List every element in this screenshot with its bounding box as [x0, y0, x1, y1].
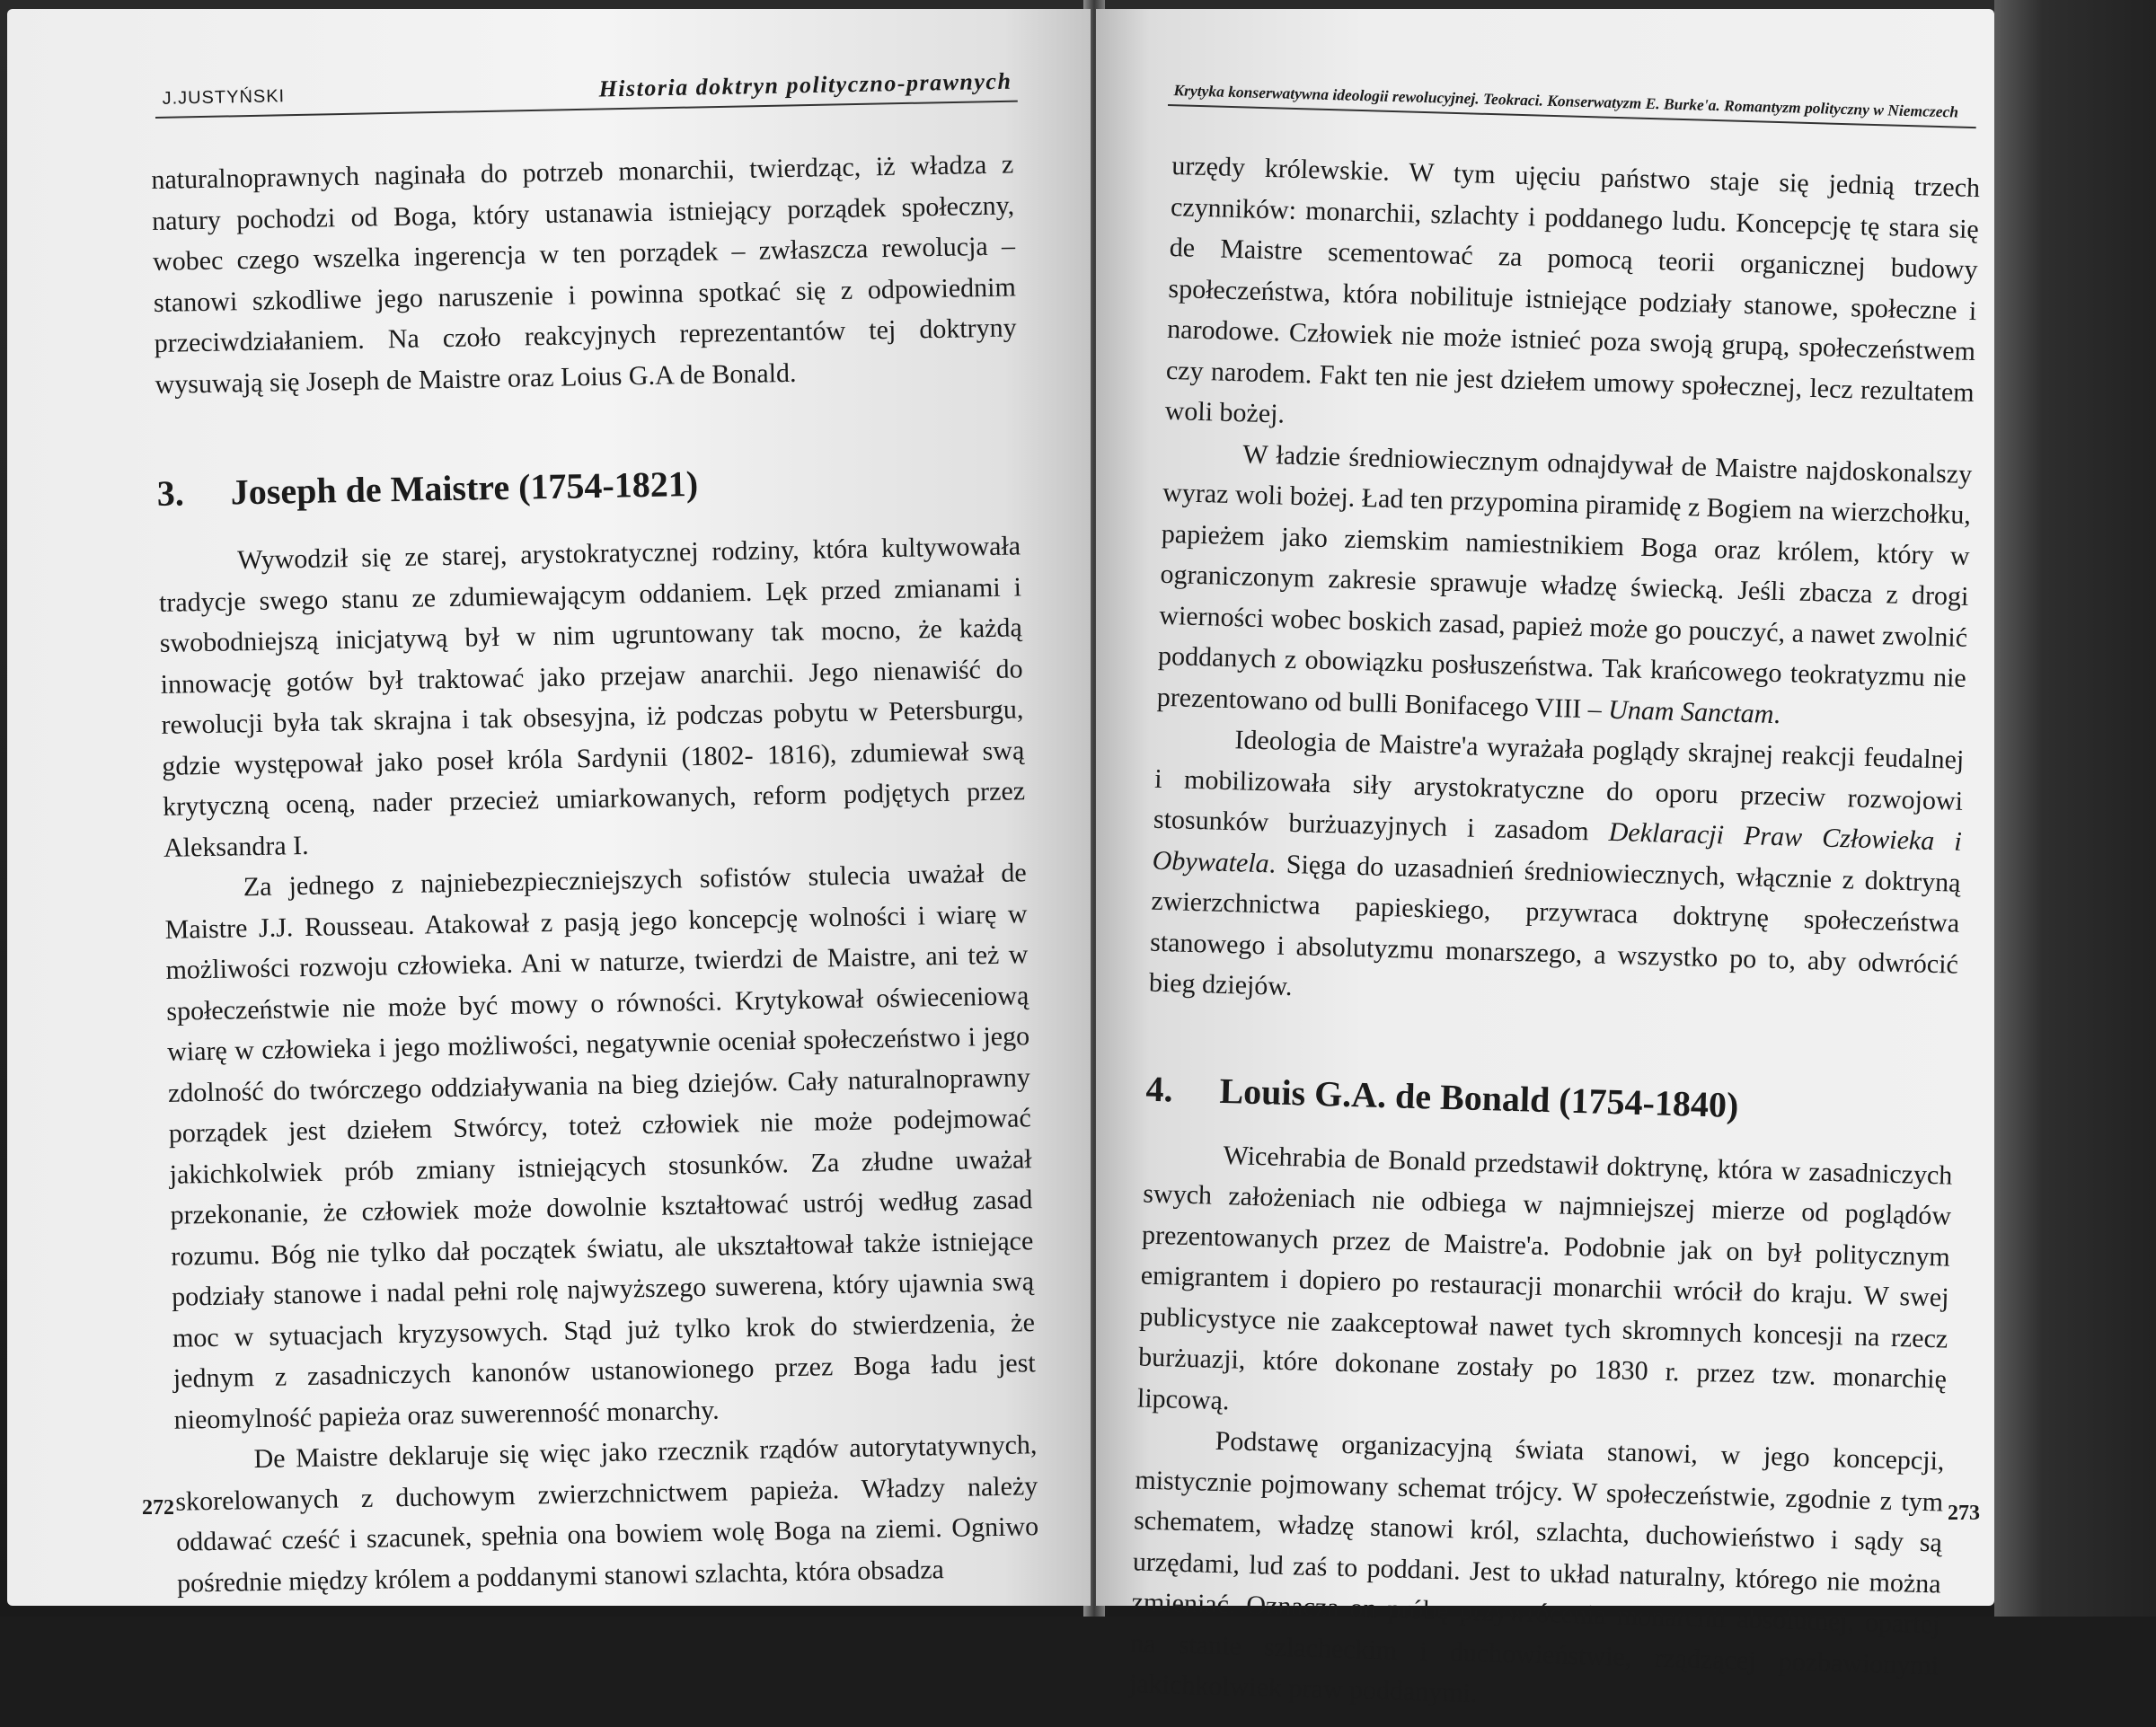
left-running-header: [155, 47, 1018, 119]
header-chapter-title: Krytyka konserwatywna ideologii rewolucyjnej. Teokraci. Konserwatyzm E. Burke'a. Romantyzm polityczny w Niemczech: [1173, 81, 1959, 121]
left-page-body: [151, 144, 1039, 1603]
section-heading-4: [1145, 1066, 1955, 1133]
paragraph: urzędy królewskie. W tym ujęciu państwo staje się jednią trzech czynników: monarchii, szlachty i poddanego ludu. Koncepcję tę stara się de Maistre scementować za pomocą teorii organicznej budowy społeczeństwa, która nobilituje istniejące podziały stanowe, społeczne i narodowe. Człowiek nie może istnieć poza swoją grupą, społeczeństwem czy narodem. Fakt ten nie jest dziełem umowy społecznej, lecz rezultatem woli bożej.: [1164, 150, 1981, 429]
intro-paragraph: naturalnoprawnych naginała do potrzeb monarchii, twierdząc, iż władza z natury pochodzi od Boga, który ustanawia istniejący porządek społeczny, wobec czego wszelka ingerencja w ten porządek – zwłaszcza rewolucja – stanowi szkodliwe jego naruszenie i powinna spotkać się z odpowiednim przeciwdziałaniem. Na czoło reakcyjnych reprezentantów tej doktryny wysuwają się Joseph de Maistre oraz Loius G.A de Bonald.: [151, 149, 1017, 400]
paragraph-text: Ideologia de Maistre'a wyrażała poglądy skrajnej reakcji feudalnej i mobilizowała siły arystokratyczne do oporu przeciw rozwojowi stosunków burżuazyjnych i zasadom: [1153, 725, 1965, 847]
paragraph: De Maistre deklaruje się więc jako rzecznik rządów autorytatywnych, skorelowanych z duchowym zwierzchnictwem papieża. Władzy należy oddawać cześć i szacunek, spełnia ona bowiem wolę Boga na ziemi. Ogniwo pośrednie między królem a poddanymi stanowi szlachta, która obsadza: [175, 1430, 1039, 1599]
paragraph: Wicehrabia de Bonald przedstawił doktrynę, która w zasadniczych swych założeniach nie odbiega w najmniejszej mierze od poglądów prezentowanych przez de Maistre'a. Podobnie jak on był politycznym emigrantem i dopiero po restauracji monarchii wrócił do kraju. W swej publicystyce nie zaakceptował nawet tych skromnych koncesji na rzecz burżuazji, które dokonane zostały po 1830 r. przez tzw. monarchię lipcową.: [1136, 1140, 1953, 1415]
paragraph: Podstawę organizacyjną świata stanowi, w jego koncepcji, mistycznie pojmowany schemat trójcy. W społeczeństwie, zgodnie z tym schematem, władzę stanowi król, szlachta, duchowieństwo i sądy są urzędami, lud zaś to poddani. Jest to układ naturalny, którego nie można zmieniać. Oznacza on próbę przywrócenia monarchii absolutnej, opartej na stanie szlacheckim i duchowieństwie, rządzącej pozbawionymi jakichkolwiek praw poddanymi.: [1128, 1425, 1945, 1709]
section-title: Joseph de Maistre (1754-1821): [230, 463, 699, 513]
paragraph: Za jednego z najniebezpieczniejszych sofistów stulecia uważał de Maistre J.J. Rousseau. Atakował z pasją jego koncepcję wolności i wiarę w możliwości rozwoju człowieka. Ani w naturze, twierdzi de Maistre, ani też w społeczeństwie nie może być mowy o równości. Krytykował oświeceniową wiarę w człowieka i jego możliwości, negatywnie oceniał społeczeństwo i jego zdolność do twórczego oddziaływania na bieg dziejów. Cały naturalnoprawny porządek jest dziełem Stwórcy, toteż człowiek nie może podejmować jakichkolwiek prób zmiany istniejących stosunków. Za złudne uważał przekonanie, że człowiek może dowolnie kształtować ustrój według zasad rozumu. Bóg nie tylko dał początek światu, ale ukształtował także istniejące podziały stanowe i nadal pełni rolę najwyższego suwerena, który ujawnia swą moc w sytuacjach kryzysowych. Stąd już tylko krok do stwierdzenia, że jednym z zasadniczych kanonów ustanowionego przez Boga ładu jest nieomylność papieża oraz suwerenność monarchy.: [164, 858, 1037, 1435]
section-title: Louis G.A. de Bonald (1754-1840): [1219, 1070, 1739, 1125]
page-number: 272: [142, 1496, 174, 1520]
italic-title: Unam Sanctam: [1607, 694, 1774, 729]
section-number: 4.: [1145, 1068, 1174, 1109]
paragraph: Wywodził się ze starej, arystokratycznej rodziny, która kultywowała tradycje swego stanu ze zdumiewającym oddaniem. Lęk przed zmianami i swobodniejszą inicjatywą był w nim ugruntowany tak mocno, że każdą innowację gotów był traktować jako przejaw anarchii. Jego nienawiść do rewolucji była tak skrajna i tak obsesyjna, iż podczas pobytu w Petersburgu, gdzie występował jako poseł króla Sardynii (1802- 1816), zdumiewał swą krytyczną oceną, nader przecież umiarkowanych, reform podjętych przez Aleksandra I.: [158, 531, 1026, 863]
right-running-header: [1168, 65, 1977, 128]
header-series-title: Historia doktryn polityczno-prawnych: [598, 67, 1012, 102]
left-page: [7, 9, 1091, 1606]
paragraph-text: W ładzie średniowiecznym odnajdywał de Maistre najdoskonalszy wyraz woli bożej. Ład ten przypomina piramidę z Bogiem na wierzchołku, papieżem jako ziemskim namiestnikiem Boga oraz królem, który w ograniczonym zakresie sprawuje władzę świecką. Jeśli zbacza z drogi wierności wobec boskich zasad, papież może go pouczyć, a nawet zwolnić poddanych z obowiązku posłuszeństwa. Tak krańcowego teokratyzmu nie prezentowano od bulli Bonifacego VIII –: [1156, 438, 1973, 725]
book-cover-edge: [1994, 0, 2156, 1617]
italic-title: Deklaracji Praw Człowieka i Obywatela: [1152, 816, 1963, 878]
section-number: 3.: [156, 472, 185, 514]
right-page-body: [1129, 145, 1981, 1727]
paragraph: W ładzie średniowiecznym odnajdywał de Maistre najdoskonalszy wyraz woli bożej. Ład ten przypomina piramidę z Bogiem na wierzchołku, papieżem jako ziemskim namiestnikiem Boga oraz królem, który w ograniczonym zakresie sprawuje władzę świecką. Jeśli zbacza z drogi wierności wobec boskich zasad, papież może go pouczyć, a nawet zwolnić poddanych z obowiązku posłuszeństwa. Tak krańcowego teokratyzmu nie prezentowano od bulli Bonifacego VIII – Unam Sanctam.: [1156, 438, 1973, 729]
right-page: [1096, 9, 1994, 1709]
section-heading-3: [156, 455, 1020, 516]
header-author: J.JUSTYŃSKI: [162, 86, 286, 109]
paragraph: [1148, 718, 1965, 1027]
page-number: 273: [1948, 1502, 1980, 1525]
paragraph-text: . Sięga do uzasadnień średniowiecznych, włącznie z doktryną zwierzchnictwa papieskiego, przywraca doktrynę społeczeństwa stanowego i absolutyzmu monarszego, a wszystko po to, aby odwrócić bieg dziejów.: [1148, 848, 1961, 1002]
